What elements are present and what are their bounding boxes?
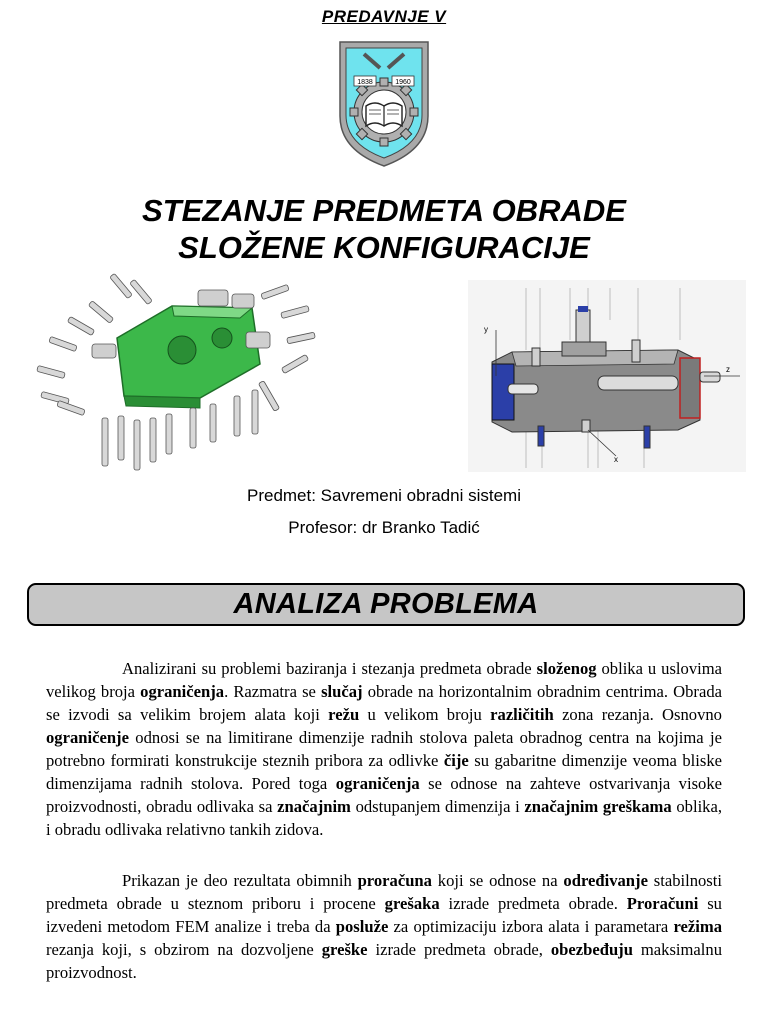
bold-term: posluže (335, 917, 389, 936)
text-run: Prikazan je deo rezultata obimnih (122, 871, 358, 890)
bold-term: obezbeđuju (550, 940, 633, 959)
text-run: zona rezanja. Osnovno (553, 705, 722, 724)
bold-term: Proračuni (626, 894, 699, 913)
text-run: stabilnosti predmeta obrade u steznom priboru i procene (46, 871, 722, 913)
text-run: se odnose na zahteve ostvarivanja visoke proizvodnosti, obradu odlivaka sa (46, 774, 722, 816)
axis-x-label: x (614, 455, 618, 464)
bold-term: složenog (536, 659, 597, 678)
bold-term: ograničenja (335, 774, 420, 793)
lecture-label: PREDAVNJE V (321, 7, 447, 26)
bold-term: čije (443, 751, 469, 770)
axis-y-label: y (484, 325, 488, 334)
bold-term: različitih (490, 705, 554, 724)
text-run: oblika u uslovima velikog broja (46, 659, 723, 701)
bold-term: ograničenje (46, 728, 129, 747)
document-title (0, 192, 768, 266)
text-run: su izvedeni metodom FEM analize i treba da (46, 894, 722, 936)
text-run: oblika, i obradu odlivaka relativno tankih zidova. (46, 797, 722, 839)
bold-term: ograničenja (140, 682, 225, 701)
text-run: obrade na horizontalnim obradnim centrima. Obrada se izvodi sa velikim brojem alata koji (46, 682, 722, 724)
text-run: Analizirani su problemi baziranja i stezanja predmeta obrade (122, 659, 537, 678)
university-logo-icon (334, 38, 434, 170)
text-run: koji se odnose na (431, 871, 564, 890)
title-line-2: SLOŽENE KONFIGURACIJE (178, 230, 590, 265)
axis-z-label: z (726, 365, 730, 374)
logo-year-right: 1960 (395, 79, 411, 86)
text-run: . Razmatra se (224, 682, 322, 701)
bold-term: značajnim (277, 797, 351, 816)
bold-term: slučaj (321, 682, 363, 701)
text-run: su gabaritne dimenzije veoma bliske dimenzijama radnih stolova. Pored toga (46, 751, 722, 793)
bold-term: određivanje (563, 871, 648, 890)
text-run: u velikom broju (359, 705, 491, 724)
fixture-cross-section-3d-icon (468, 280, 746, 472)
bold-term: greškama (602, 797, 672, 816)
bold-term: režima (673, 917, 722, 936)
text-run: maksimalnu proizvodnost. (46, 940, 722, 982)
bold-term: režu (328, 705, 360, 724)
subject-line: Predmet: Savremeni obradni sistemi (246, 486, 521, 505)
paragraph-2 (46, 869, 722, 984)
bold-term: značajnim (524, 797, 599, 816)
text-run: odstupanjem dimenzija i (350, 797, 525, 816)
professor-line: Profesor: dr Branko Tadić (288, 518, 480, 537)
bold-term: grešaka (384, 894, 440, 913)
section-title: ANALIZA PROBLEMA (233, 588, 539, 620)
paragraph-1 (46, 657, 722, 841)
section-header (27, 583, 745, 626)
bold-term: proračuna (357, 871, 432, 890)
text-run: izrade predmeta obrade, (367, 940, 551, 959)
text-run: izrade predmeta obrade. (439, 894, 627, 913)
green-fixture-3d-icon (22, 268, 332, 478)
text-run: rezanja koji, s obzirom na dozvoljene (46, 940, 322, 959)
title-line-1: STEZANJE PREDMETA OBRADE (142, 193, 626, 228)
text-run: odnosi se na limitirane dimenzije radnih stolova paleta obradnog centra na kojima je potrebno formirati konstrukcije steznih pribora za odlivke (46, 728, 722, 770)
text-run: za optimizaciju izbora alata i parametara (388, 917, 674, 936)
logo-year-left: 1838 (357, 79, 373, 86)
bold-term: greške (321, 940, 368, 959)
